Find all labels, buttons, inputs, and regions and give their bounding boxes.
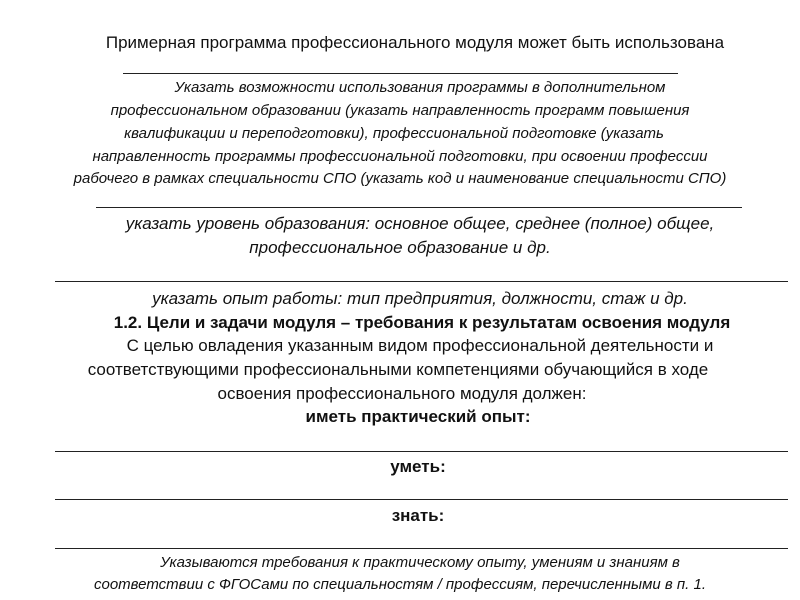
practical-experience-label: иметь практический опыт: [305,407,531,426]
fill-in-rule-5 [55,499,788,500]
usage-note-line-5: рабочего в рамках специальности СПО (указать код и наименование специальности СПО) [73,170,727,187]
fill-in-rule-2 [96,207,742,208]
usage-note-line-3: квалификации и переподготовки), профессиональной подготовке (указать [124,125,664,142]
footer-note-line-1: Указываются требования к практическому опыту, умениям и знаниям в [160,554,680,571]
fill-in-rule-6 [55,548,788,549]
fill-in-rule-1 [123,73,678,74]
experience-note: указать опыт работы: тип предприятия, должности, стаж и др. [152,289,688,308]
knowledge-label: знать: [391,506,445,525]
education-level-line-2: профессиональное образование и др. [249,238,551,257]
skills-label: уметь: [390,457,446,476]
footer-note-line-2: соответствии с ФГОСами по специальностям / профессиям, перечисленными в п. 1. [93,576,706,593]
section-heading: 1.2. Цели и задачи модуля – требования к результатам освоения модуля [113,313,731,332]
goal-paragraph-line-2: соответствующими профессиональными компетенциями обучающийся в ходе [87,360,709,379]
usage-note-line-4: направленность программы профессиональной подготовки, при освоении профессии [92,148,708,165]
usage-note-line-1: Указать возможности использования программы в дополнительном [174,79,666,96]
goal-paragraph-line-3: освоения профессионального модуля должен: [217,384,587,403]
fill-in-rule-3 [55,281,788,282]
intro-line: Примерная программа профессионального модуля может быть использована [105,33,725,52]
fill-in-rule-4 [55,451,788,452]
goal-paragraph-line-1: С целью овладения указанным видом профессиональной деятельности и [126,336,714,355]
education-level-line-1: указать уровень образования: основное общее, среднее (полное) общее, [125,214,715,233]
usage-note-line-2: профессиональном образовании (указать направленность программ повышения [110,102,690,119]
